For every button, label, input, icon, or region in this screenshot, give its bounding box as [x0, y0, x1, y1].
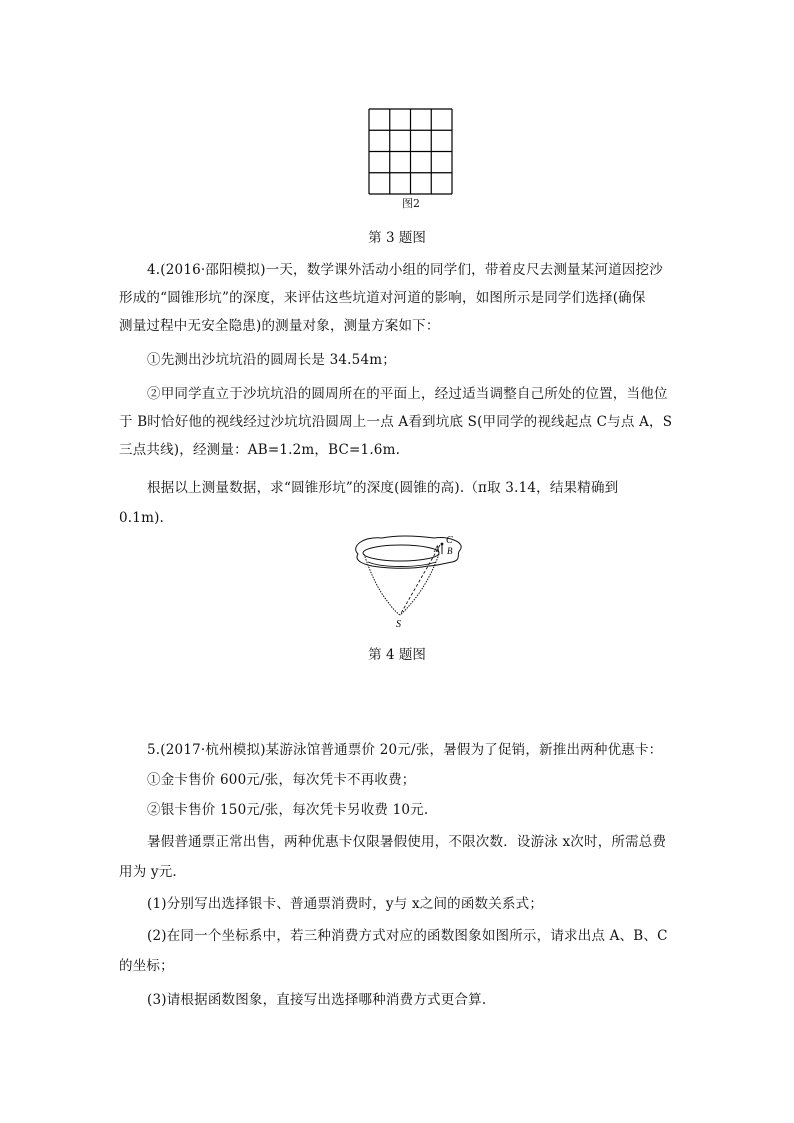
- pit-rim: [363, 545, 439, 561]
- figure2-caption: 图2: [402, 197, 420, 210]
- point-c: [441, 543, 444, 546]
- q4-step1: ①先测出沙坑坑沿的圆周长是 34.54m；: [147, 352, 396, 368]
- q4-intro-line3: 测量过程中无安全隐患)的测量对象，测量方案如下：: [119, 318, 440, 334]
- q4-figure-caption: 第 4 题图: [368, 647, 426, 663]
- q5-context-line1: 暑假普通票正常出售，两种优惠卡仅限暑假使用，不限次数．设游泳 x次时，所需总费: [147, 834, 667, 850]
- q3-figure-caption: 第 3 题图: [368, 230, 426, 246]
- label-c: C: [446, 535, 453, 546]
- sight-line: [400, 545, 440, 615]
- label-s: S: [396, 619, 401, 630]
- q4-step2-line1: ②甲同学直立于沙坑坑沿的圆周所在的平面上，经过适当调整自己所处的位置，当他位: [147, 386, 668, 402]
- q4-step2-line2: 于 B时恰好他的视线经过沙坑坑沿圆周上一点 A看到坑底 S(甲同学的视线起点 C与点 A，S: [119, 414, 673, 430]
- q5-part3: (3)请根据函数图象，直接写出选择哪种消费方式更合算.: [147, 992, 487, 1008]
- q5-part1: (1)分别写出选择银卡、普通票消费时，y与 x之间的函数关系式；: [147, 896, 544, 912]
- q5-context-line2: 用为 y元.: [119, 864, 177, 880]
- q5-part2-line1: (2)在同一个坐标系中，若三种消费方式对应的函数图象如图所示，请求出点 A、B、C: [147, 928, 668, 944]
- cone-left-side: [364, 554, 400, 615]
- q4-intro-line1: 4.(2016·邵阳模拟)一天，数学课外活动小组的同学们，带着皮尺去测量某河道因挖沙: [147, 262, 663, 278]
- q5-gold-card: ①金卡售价 600元/张，每次凭卡不再收费；: [147, 772, 416, 788]
- q4-question-line2: 0.1m).: [119, 510, 165, 526]
- water-surface: [368, 562, 436, 567]
- q5-part2-line2: 的坐标；: [119, 958, 174, 974]
- q4-intro-line2: 形成的“圆锥形坑”的深度，来评估这些坑道对河道的影响，如图所示是同学们选择(确保: [119, 290, 646, 306]
- figure2-grid: [368, 108, 454, 196]
- label-b: B: [447, 546, 453, 556]
- q5-intro: 5.(2017·杭州模拟)某游泳馆普通票价 20元/张，暑假为了促销，新推出两种优惠卡：: [147, 742, 663, 758]
- label-a: A: [434, 544, 440, 554]
- q4-question-line1: 根据以上测量数据，求“圆锥形坑”的深度(圆锥的高).（π取 3.14，结果精确到: [147, 480, 619, 496]
- q4-step2-line3: 三点共线)，经测量：AB=1.2m，BC=1.6m.: [119, 442, 401, 458]
- q5-silver-card: ②银卡售价 150元/张，每次凭卡另收费 10元.: [147, 802, 429, 818]
- cone-pit-figure: [348, 532, 468, 630]
